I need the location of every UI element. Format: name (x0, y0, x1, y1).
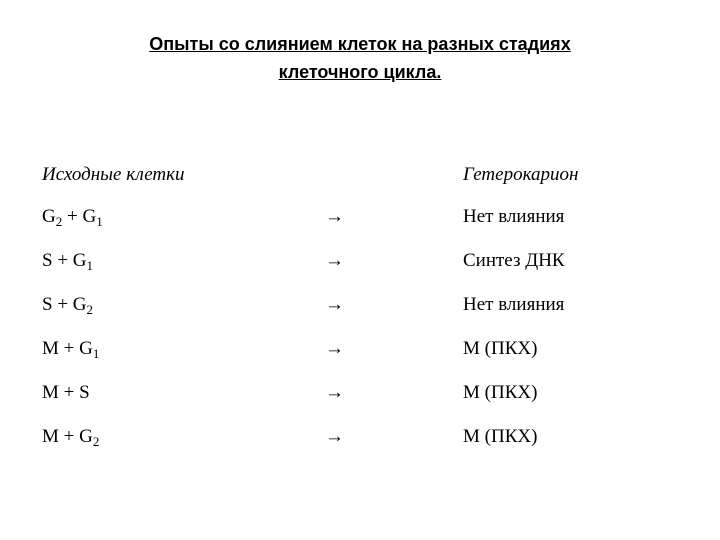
arrow-icon: → (325, 206, 344, 227)
fusion-pair (42, 338, 99, 360)
fusion-pair (42, 294, 93, 316)
table-row (0, 426, 720, 456)
fusion-pair (42, 426, 99, 448)
cell-phase-a: M (42, 426, 59, 447)
arrow-icon: → (325, 250, 344, 271)
plus-sign: + (58, 426, 80, 447)
table-row (0, 250, 720, 280)
cell-phase-b-subscript: 2 (92, 434, 100, 449)
cell-phase-a: M (42, 338, 59, 359)
fusion-pair (42, 382, 90, 404)
arrow-icon: → (325, 382, 344, 403)
title-line-2: клеточного цикла. (278, 62, 442, 82)
header-source-cells: Исходные клетки (42, 164, 185, 185)
cell-phase-b-subscript: 1 (96, 214, 103, 229)
cell-phase-b: G (72, 294, 87, 315)
cell-phase-b: G (79, 338, 93, 359)
cell-phase-b-subscript: 2 (86, 302, 94, 317)
arrow-icon: → (325, 426, 344, 447)
plus-sign: + (52, 294, 73, 315)
plus-sign: + (58, 338, 80, 359)
plus-sign: + (52, 250, 73, 271)
heterokaryon-result: Нет влияния (463, 294, 565, 315)
heterokaryon-result: М (ПКХ) (463, 382, 538, 403)
cell-phase-a-subscript: 2 (55, 214, 63, 229)
heterokaryon-result: М (ПКХ) (463, 338, 538, 359)
heterokaryon-result: Нет влияния (463, 206, 565, 227)
fusion-pair (42, 250, 93, 272)
table-row (0, 338, 720, 368)
table-row (0, 382, 720, 412)
title-line-1: Опыты со слиянием клеток на разных стадиях (149, 34, 571, 54)
cell-phase-b: G (82, 206, 97, 227)
cell-phase-b: G (72, 250, 87, 271)
arrow-icon: → (325, 294, 344, 315)
plus-sign: + (58, 382, 80, 403)
cell-phase-b: G (79, 426, 93, 447)
table-row (0, 294, 720, 324)
heterokaryon-result: Синтез ДНК (463, 250, 565, 271)
arrow-icon: → (325, 338, 344, 359)
cell-phase-a: M (42, 382, 59, 403)
cell-phase-a: S (42, 250, 53, 271)
cell-phase-a: S (42, 294, 53, 315)
table-row (0, 206, 720, 236)
header-heterokaryon: Гетерокарион (463, 164, 579, 185)
cell-phase-b-subscript: 1 (86, 258, 94, 273)
cell-phase-b: S (79, 382, 90, 403)
heterokaryon-result: М (ПКХ) (463, 426, 538, 447)
plus-sign: + (62, 206, 83, 227)
page-title (0, 30, 720, 86)
cell-phase-b-subscript: 1 (92, 346, 100, 361)
cell-phase-a: G (42, 206, 56, 227)
fusion-pair (42, 206, 103, 228)
